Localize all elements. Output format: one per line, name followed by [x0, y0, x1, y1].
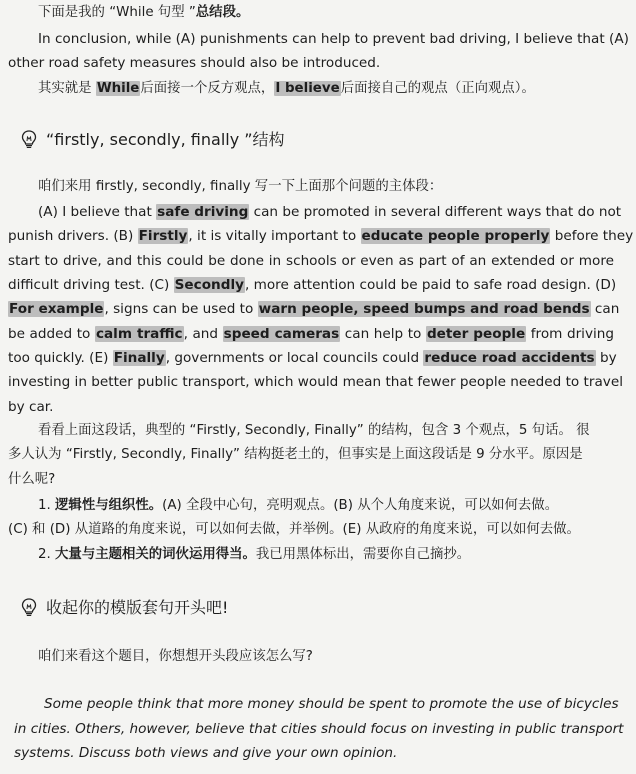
analysis-line-1: 看看上面这段话，典型的 “Firstly, Secondly, Finally” 的结构，包含 3 个观点，5 句话。 很 — [38, 423, 590, 438]
intro-line-2: In conclusion, while (A) punishments can help to prevent bad driving, I believe that (A) — [38, 31, 629, 47]
body-line-5: For example, signs can be used to warn people, speed bumps and road bends can — [9, 301, 620, 317]
section-heading-structure: “firstly, secondly, finally ”结构 — [20, 128, 285, 152]
question-line-3: systems. Discuss both views and give your own opinion. — [14, 745, 398, 761]
analysis-line-2: 多人认为 “Firstly, Secondly, Finally” 结构挺老土的，但事实是上面这段话是 9 分水平。原因是 — [8, 447, 583, 462]
analysis-point-2: 2. 大量与主题相关的词伙运用得当。我已用黑体标出，需要你自己摘抄。 — [38, 547, 471, 562]
body-line-8: investing in better public transport, which would mean that fewer people needed to travel — [8, 374, 623, 390]
analysis-point-1: 1. 逻辑性与组织性。(A) 全段中心句，亮明观点。(B) 从个人角度来说，可以如何去做。 — [38, 498, 559, 513]
body-line-3: start to drive, and this could be done in schools or even as part of an extended or more — [8, 253, 614, 269]
section-heading-template: 收起你的模版套句开头吧! — [20, 596, 228, 620]
lightbulb-icon — [20, 129, 38, 149]
question-line-2: in cities. Others, however, believe that cities should focus on investing in public transport — [14, 721, 624, 737]
highlight-i-believe: I believe — [275, 81, 340, 96]
section1-lead: 咱们来用 firstly, secondly, finally 写一下上面那个问题的主体段： — [38, 179, 443, 194]
section2-lead: 咱们来看这个题目，你想想开头段应该怎么写? — [38, 649, 313, 664]
highlight-while: While — [96, 81, 140, 96]
body-line-6: be added to calm traffic, and speed cameras can help to deter people from driving — [8, 326, 615, 342]
body-line-9: by car. — [8, 399, 54, 415]
intro-text: 下面是我的 “While 句型 ” — [38, 5, 196, 20]
question-line-1: Some people think that more money should be spent to promote the use of bicycles — [44, 696, 619, 712]
lightbulb-icon — [20, 597, 38, 617]
intro-bold-text: 总结段。 — [195, 5, 250, 20]
intro-line-4: 其实就是 While后面接一个反方观点，I believe后面接自己的观点（正向观点）。 — [38, 81, 535, 96]
body-line-4: difficult driving test. (C) Secondly, more attention could be paid to safe road design. (D) — [8, 277, 617, 293]
analysis-line-5: (C) 和 (D) 从道路的角度来说，可以如何去做，并举例。(E) 从政府的角度来说，可以如何去做。 — [8, 522, 580, 537]
intro-line-1 — [38, 2, 636, 24]
body-line-1: (A) I believe that safe driving can be promoted in several different ways that do not — [38, 204, 622, 220]
body-line-2: punish drivers. (B) Firstly, it is vitally important to educate people properly before they — [8, 228, 634, 244]
analysis-line-3: 什么呢? — [8, 472, 56, 487]
body-line-7: too quickly. (E) Finally, governments or local councils could reduce road accidents by — [8, 350, 617, 366]
intro-line-3: other road safety measures should also be introduced. — [8, 55, 381, 71]
